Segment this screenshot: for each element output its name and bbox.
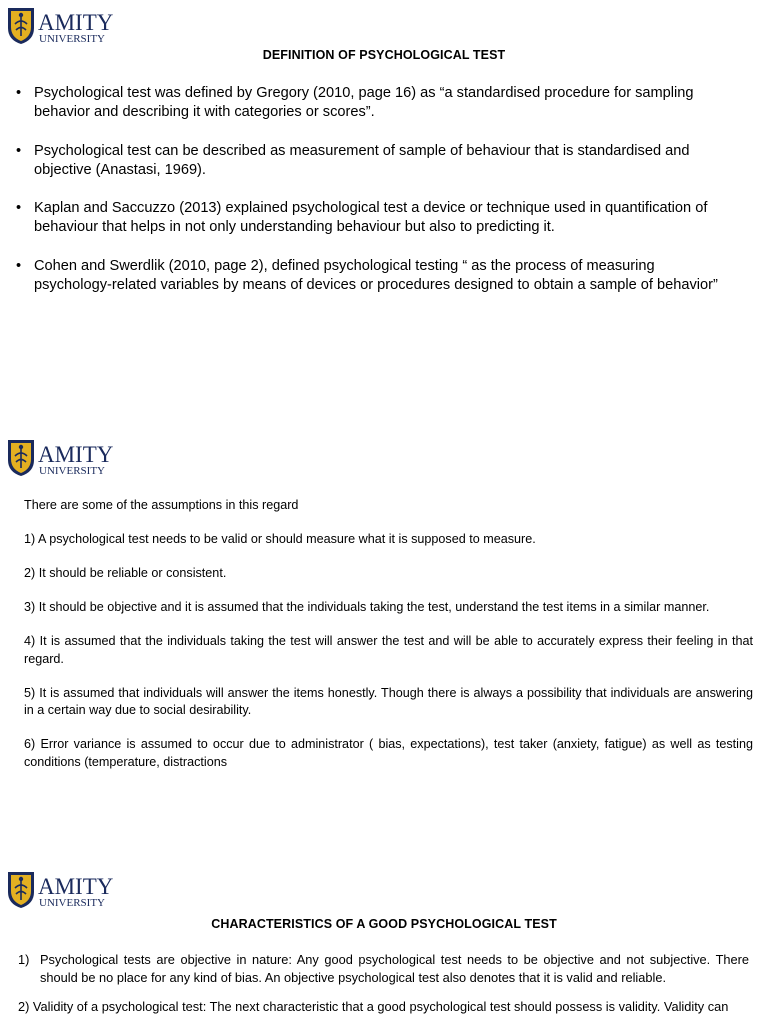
list-item [14,84,724,122]
list-item [18,951,749,986]
bullet-icon: • [16,200,22,216]
amity-shield-icon [6,6,116,46]
list-item-text: Kaplan and Saccuzzo (2013) explained psychological test a device or technique used in quantification of behaviour that helps in not only understanding behaviour but also to predicting it. [34,200,708,235]
assumption-paragraph: 3) It should be objective and it is assumed that the individuals taking the test, understand the test items in a similar manner. [24,600,710,614]
assumption-paragraph: 2) It should be reliable or consistent. [24,566,227,580]
definition-list [14,84,724,314]
svg-text:UNIVERSITY: UNIVERSITY [39,33,105,45]
list-item-text: Psychological test can be described as measurement of sample of behaviour that is standardised and objective (Anastasi, 1969). [34,142,690,178]
bullet-icon: • [16,257,22,274]
list-item-number: 1) [18,952,30,967]
slide-3 [0,864,768,1024]
svg-text:AMITY: AMITY [38,874,114,899]
assumption-paragraph: 4) It is assumed that the individuals taking the test will answer the test and will be able to accurately express their feeling in that regard. [24,634,753,666]
assumptions-text [24,497,753,788]
assumption-paragraph: 6) Error variance is assumed to occur due to administrator ( bias, expectations), test taker (anxiety, fatigue) as well as testing conditions (temperature, distractions [24,737,753,769]
list-item-text: Psychological tests are objective in nature: Any good psychological test needs to be objective and not subjective. There should be no place for any kind of bias. An objective psychological test also denotes that it is valid and reliable. [40,952,749,985]
intro-paragraph: There are some of the assumptions in this regard [24,498,299,512]
svg-text:AMITY: AMITY [38,10,114,35]
svg-text:AMITY: AMITY [38,442,114,467]
amity-shield-icon [6,870,116,910]
assumption-paragraph: 1) A psychological test needs to be valid or should measure what it is supposed to measure. [24,532,536,546]
bullet-icon: • [16,142,22,159]
bullet-icon: • [16,85,22,101]
slide-2 [0,432,768,864]
list-item-text: Psychological test was defined by Gregory (2010, page 16) as “a standardised procedure for sampling behavior and describing it with categories or scores”. [34,85,694,120]
amity-shield-icon [6,438,116,478]
list-item [14,199,724,237]
svg-text:UNIVERSITY: UNIVERSITY [39,897,105,909]
list-item [14,257,724,295]
amity-logo [6,870,116,910]
page-title: DEFINITION OF PSYCHOLOGICAL TEST [262,48,506,62]
page-title: CHARACTERISTICS OF A GOOD PSYCHOLOGICAL TEST [211,917,557,931]
svg-text:UNIVERSITY: UNIVERSITY [39,465,105,477]
slide-1 [0,0,768,432]
amity-logo [6,438,116,478]
characteristics-list [18,951,749,1016]
amity-logo [6,6,116,46]
assumption-paragraph: 5) It is assumed that individuals will answer the items honestly. Though there is always a possibility that individuals are answering in a certain way due to social desirability. [24,685,753,717]
list-item-text: Cohen and Swerdlik (2010, page 2), defined psychological testing “ as the process of measuring psychology-related variables by means of devices or procedures designed to obtain a sample of behavior” [34,257,718,293]
list-item [14,142,724,180]
list-item: 2) Validity of a psychological test: The next characteristic that a good psychological test should possess is validity. Validity can [18,999,729,1014]
